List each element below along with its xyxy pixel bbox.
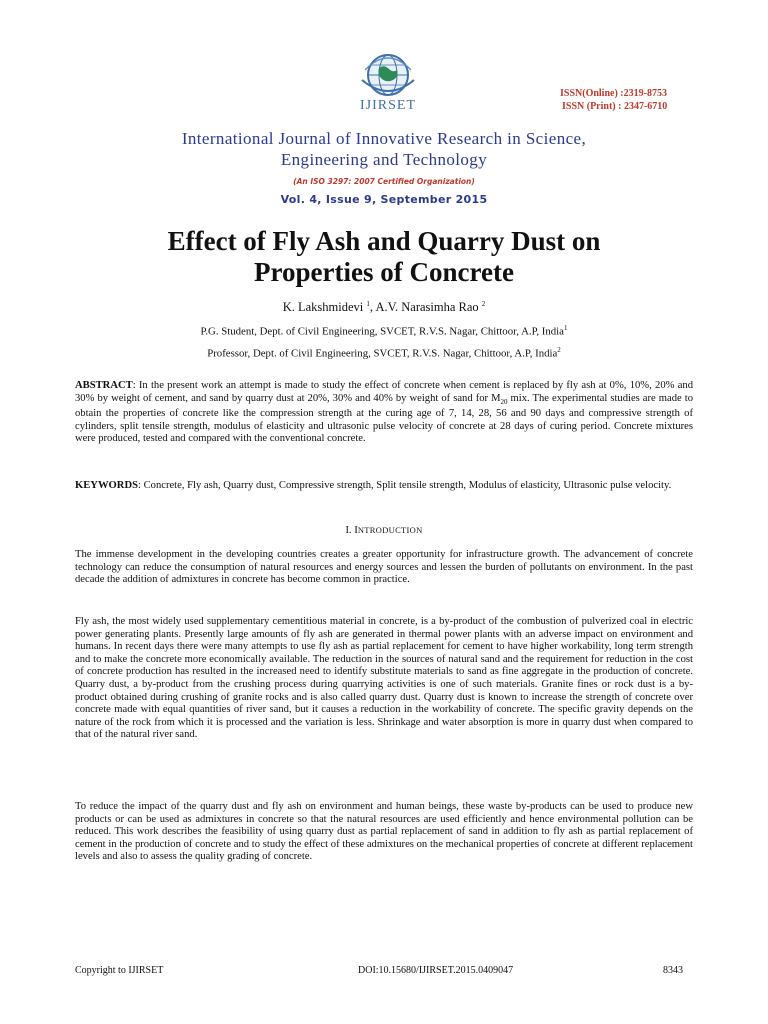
author-2-sup: 2 bbox=[481, 300, 486, 308]
author-2: A.V. Narasimha Rao bbox=[375, 300, 479, 315]
footer-copyright: Copyright to IJIRSET bbox=[75, 965, 164, 976]
journal-logo bbox=[346, 50, 430, 114]
paper-title-line2: Properties of Concrete bbox=[254, 257, 514, 287]
issn-print: ISSN (Print) : 2347-6710 bbox=[562, 101, 668, 112]
journal-name-line2: Engineering and Technology bbox=[280, 150, 488, 169]
abstract-label: ABSTRACT bbox=[75, 380, 133, 391]
section-number: I. bbox=[345, 525, 355, 536]
author-1: K. Lakshmidevi bbox=[282, 300, 364, 315]
section-heading-introduction bbox=[0, 524, 768, 536]
globe-logo-icon bbox=[357, 50, 419, 100]
abstract-text-1: : In the present work an attempt is made to study the effect of concrete when cement is replaced by fly ash at 0%, 10%, 20% and 30% by weight of cement, and sand by quarry dust at 20%, 30% and 40% by weight of sand for M bbox=[75, 380, 693, 404]
issn-block bbox=[560, 87, 692, 113]
footer-doi: DOI:10.15680/IJIRSET.2015.0409047 bbox=[358, 965, 514, 976]
intro-paragraph-3: To reduce the impact of the quarry dust and fly ash on environment and human beings, these waste by-products can be used to produce new products or can be used as admixtures in concrete so that the natural resources are used efficiently and hence environmental pollution can be reduced. This work describes the feasibility of using quarry dust as partial replacement of sand in addition to fly ash as partial replacement of cement in the production of concrete and to study the effect of these admixtures on the mechanical properties of concrete at different replacement levels and also to assess the quality grading of concrete. bbox=[75, 801, 693, 863]
keywords bbox=[75, 480, 693, 493]
footer-page-number: 8343 bbox=[663, 965, 683, 976]
paper-title bbox=[60, 226, 708, 288]
author-1-sup: 1 bbox=[366, 300, 370, 308]
affiliation-2-sup: 2 bbox=[557, 346, 561, 354]
affiliation-2 bbox=[0, 346, 768, 360]
keywords-text: : Concrete, Fly ash, Quarry dust, Compressive strength, Split tensile strength, Modulus of elasticity, Ultrasonic pulse velocity. bbox=[137, 480, 672, 491]
logo-text: IJIRSET bbox=[360, 98, 416, 113]
intro-paragraph-2: Fly ash, the most widely used supplementary cementitious material in concrete, is a by-product of the combustion of pulverized coal in electric power generating plants. Presently large amounts of fly ash are generated in thermal power plants with an adverse impact on environment and humans. In recent days there were many attempts to use fly ash as partial replacement for cement to have higher workability, long term strength and to make the concrete more economically available. The reduction in the sources of natural sand and the requirement for reduction in the cost of concrete production has resulted in the increased need to identify substitute materials to sand as fine aggregate in the production of concrete. Quarry dust, a by-product from the crushing process during quarrying activities is one of such materials. Granite fines or rock dust is a by-product obtained during crushing of granite rocks and is also called quarry dust. Quarry dust is known to increase the strength of concrete over concrete made with equal quantities of river sand, but it causes a reduction in the workability of concrete. The specific gravity depends on the nature of the rock from which it is processed and the variation is less. Shrinkage and water absorption is more in quarry dust when compared to that of the natural river sand. bbox=[75, 616, 693, 741]
section-title-rest: NTRODUCTION bbox=[357, 525, 423, 535]
issn-online: ISSN(Online) :2319-8753 bbox=[560, 88, 667, 99]
affiliation-1-text: P.G. Student, Dept. of Civil Engineering, SVCET, R.V.S. Nagar, Chittoor, A.P, India bbox=[200, 325, 564, 338]
author-separator: , bbox=[369, 300, 376, 315]
journal-name bbox=[0, 128, 768, 170]
affiliation-2-text: Professor, Dept. of Civil Engineering, SVCET, R.V.S. Nagar, Chittoor, A.P, India bbox=[207, 347, 558, 360]
affiliation-1-sup: 1 bbox=[563, 324, 568, 332]
certified-note: (An ISO 3297: 2007 Certified Organization) bbox=[293, 177, 475, 186]
affiliation-1 bbox=[0, 324, 768, 338]
abstract bbox=[75, 380, 693, 446]
authors bbox=[0, 300, 768, 315]
volume-issue: Vol. 4, Issue 9, September 2015 bbox=[280, 193, 488, 206]
journal-name-line1: International Journal of Innovative Research in Science, bbox=[181, 129, 587, 148]
paper-title-line1: Effect of Fly Ash and Quarry Dust on bbox=[167, 226, 601, 256]
abstract-text-2: mix. The experimental studies are made to obtain the properties of concrete like the compression strength at the curing age of 7, 14, 28, 56 and 90 days and compressive strength of cylinders, split tensile strength, modulus of elasticity and ultrasonic pulse velocity of concrete at 28 days of curing period. Concrete mixtures were produced, tested and compared with the conventional concrete. bbox=[75, 392, 693, 445]
abstract-mix-subscript: 20 bbox=[500, 397, 508, 406]
section-first-letter: I bbox=[354, 524, 358, 536]
keywords-label: KEYWORDS bbox=[75, 480, 138, 491]
intro-paragraph-1: The immense development in the developing countries creates a greater opportunity for infrastructure growth. The advancement of concrete technology can reduce the consumption of natural resources and energy sources and lessen the burden of pollutants on environment. In the past decade the addition of admixtures in concrete has become common in practice. bbox=[75, 549, 693, 586]
